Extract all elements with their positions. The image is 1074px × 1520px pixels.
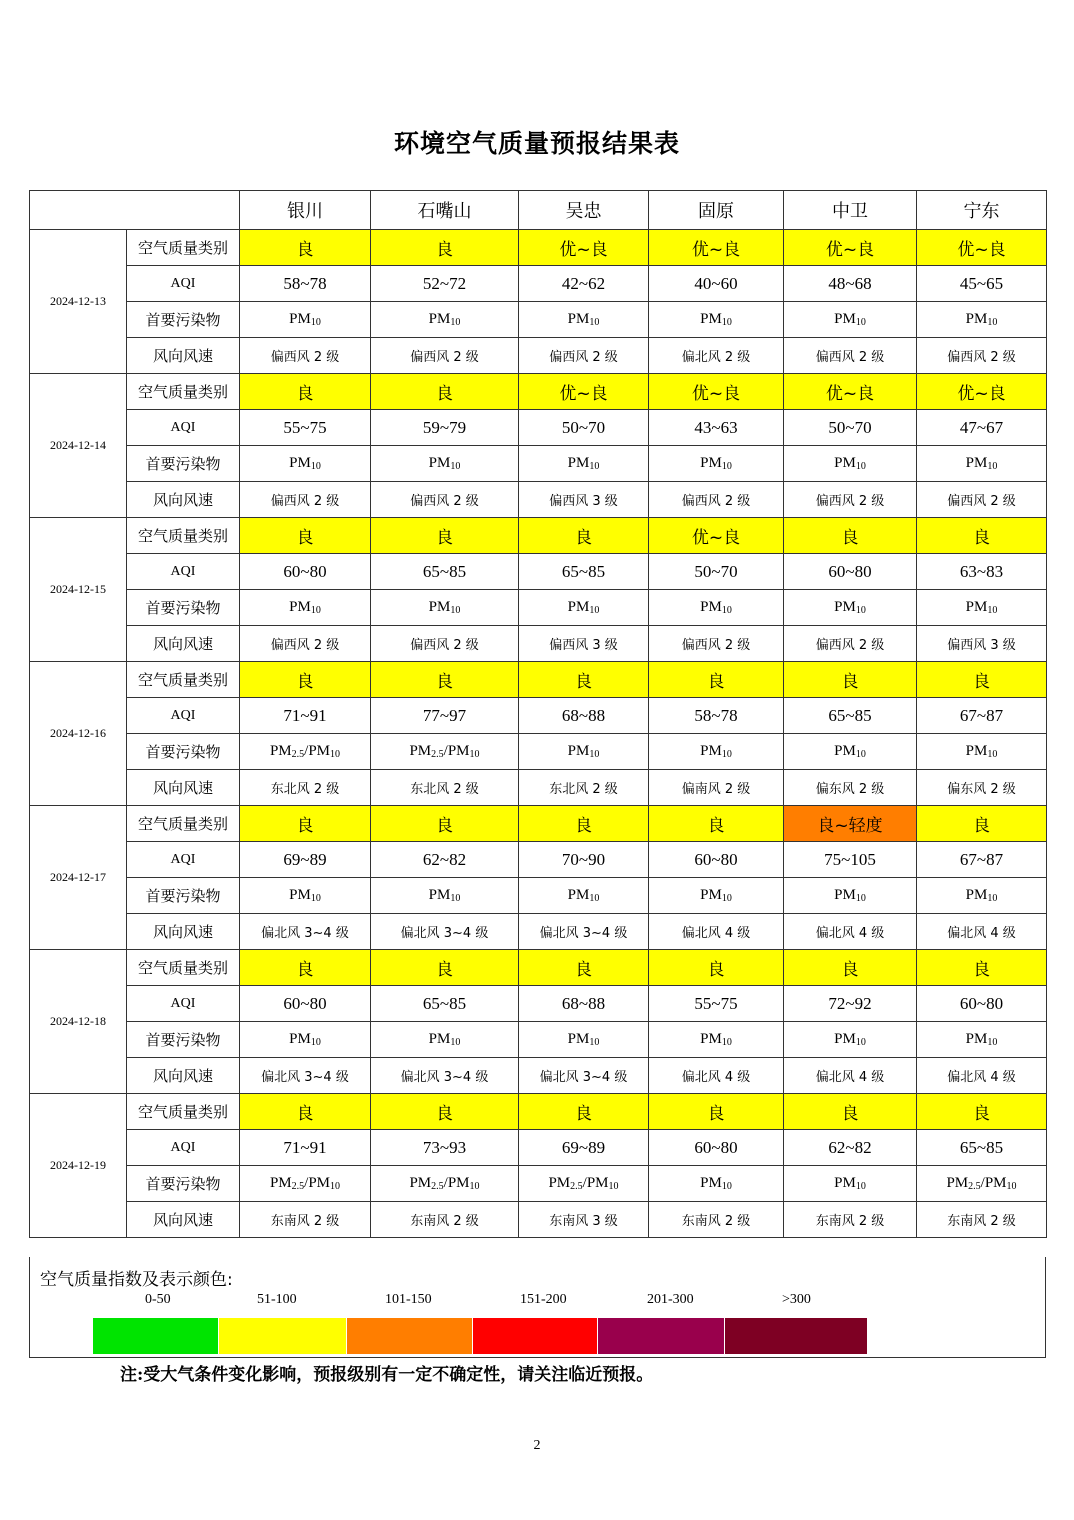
header-city: 宁东 <box>917 191 1047 230</box>
primary-pollutant-cell: $PM_{10}$ <box>519 302 649 338</box>
wind-cell: 偏南风 2 级 <box>649 770 784 806</box>
air-quality-category-cell: 良 <box>917 518 1047 554</box>
table-row <box>30 1022 1047 1058</box>
wind-cell: 东南风 2 级 <box>240 1202 371 1238</box>
row-label: 首要污染物 <box>127 1022 240 1058</box>
row-label: AQI <box>127 698 240 734</box>
table-row <box>30 590 1047 626</box>
row-label: 风向风速 <box>127 626 240 662</box>
aqi-range-cell: 71~91 <box>240 1130 371 1166</box>
primary-pollutant-cell: $PM_{10}$ <box>371 590 519 626</box>
table-row <box>30 554 1047 590</box>
primary-pollutant-cell: $PM_{10}$ <box>784 1166 917 1202</box>
table-row <box>30 338 1047 374</box>
wind-cell: 偏北风 4 级 <box>784 1058 917 1094</box>
primary-pollutant-cell: $PM_{2.5}/PM_{10}$ <box>371 734 519 770</box>
row-label: 风向风速 <box>127 1058 240 1094</box>
wind-cell: 偏西风 2 级 <box>240 338 371 374</box>
forecast-table <box>29 190 1047 1238</box>
aqi-range-cell: 60~80 <box>649 1130 784 1166</box>
header-city: 银川 <box>240 191 371 230</box>
aqi-range-cell: 60~80 <box>917 986 1047 1022</box>
row-label: AQI <box>127 554 240 590</box>
table-row <box>30 698 1047 734</box>
legend-range-label: 151-200 <box>520 1292 567 1307</box>
legend-title: 空气质量指数及表示颜色: <box>40 1270 233 1290</box>
aqi-range-cell: 40~60 <box>649 266 784 302</box>
forecast-date: 2024-12-17 <box>30 806 127 950</box>
air-quality-category-cell: 良 <box>784 518 917 554</box>
wind-cell: 偏西风 2 级 <box>240 482 371 518</box>
aqi-range-cell: 69~89 <box>240 842 371 878</box>
aqi-range-cell: 50~70 <box>519 410 649 446</box>
primary-pollutant-cell: $PM_{10}$ <box>649 302 784 338</box>
forecast-date: 2024-12-19 <box>30 1094 127 1238</box>
row-label: 空气质量类别 <box>127 230 240 266</box>
forecast-note: 注:受大气条件变化影响，预报级别有一定不确定性，请关注临近预报。 <box>120 1365 654 1385</box>
aqi-range-cell: 75~105 <box>784 842 917 878</box>
aqi-range-cell: 65~85 <box>371 554 519 590</box>
table-row <box>30 986 1047 1022</box>
air-quality-category-cell: 良 <box>240 1094 371 1130</box>
air-quality-category-cell: 优~良 <box>649 518 784 554</box>
row-label: 首要污染物 <box>127 446 240 482</box>
legend-range-label: >300 <box>782 1292 811 1307</box>
air-quality-category-cell: 良 <box>240 662 371 698</box>
wind-cell: 东南风 3 级 <box>519 1202 649 1238</box>
primary-pollutant-cell: $PM_{10}$ <box>519 1022 649 1058</box>
wind-cell: 偏北风 4 级 <box>649 1058 784 1094</box>
aqi-range-cell: 60~80 <box>240 986 371 1022</box>
primary-pollutant-cell: $PM_{10}$ <box>649 1166 784 1202</box>
wind-cell: 东北风 2 级 <box>519 770 649 806</box>
wind-cell: 偏西风 3 级 <box>519 482 649 518</box>
row-label: 空气质量类别 <box>127 950 240 986</box>
aqi-range-cell: 63~83 <box>917 554 1047 590</box>
table-row <box>30 1094 1047 1130</box>
primary-pollutant-cell: $PM_{2.5}/PM_{10}$ <box>240 1166 371 1202</box>
air-quality-category-cell: 优~良 <box>917 374 1047 410</box>
air-quality-category-cell: 良 <box>649 806 784 842</box>
primary-pollutant-cell: $PM_{2.5}/PM_{10}$ <box>371 1166 519 1202</box>
air-quality-category-cell: 良 <box>240 950 371 986</box>
table-row <box>30 806 1047 842</box>
aqi-legend <box>29 1257 1046 1358</box>
primary-pollutant-cell: $PM_{10}$ <box>240 302 371 338</box>
wind-cell: 东南风 2 级 <box>784 1202 917 1238</box>
primary-pollutant-cell: $PM_{10}$ <box>240 590 371 626</box>
wind-cell: 东北风 2 级 <box>240 770 371 806</box>
wind-cell: 偏西风 2 级 <box>784 482 917 518</box>
air-quality-category-cell: 良 <box>784 662 917 698</box>
air-quality-category-cell: 良 <box>240 230 371 266</box>
wind-cell: 偏西风 2 级 <box>917 338 1047 374</box>
primary-pollutant-cell: $PM_{10}$ <box>371 878 519 914</box>
air-quality-category-cell: 良 <box>649 662 784 698</box>
primary-pollutant-cell: $PM_{10}$ <box>519 590 649 626</box>
aqi-range-cell: 62~82 <box>784 1130 917 1166</box>
aqi-range-cell: 60~80 <box>649 842 784 878</box>
table-row <box>30 626 1047 662</box>
legend-swatch-medium <box>473 1318 597 1354</box>
wind-cell: 偏北风 3~4 级 <box>371 1058 519 1094</box>
table-row <box>30 1202 1047 1238</box>
aqi-range-cell: 65~85 <box>519 554 649 590</box>
row-label: 首要污染物 <box>127 590 240 626</box>
table-row <box>30 1058 1047 1094</box>
header-corner-cell <box>30 191 240 230</box>
row-label: 风向风速 <box>127 914 240 950</box>
aqi-range-cell: 48~68 <box>784 266 917 302</box>
row-label: 空气质量类别 <box>127 518 240 554</box>
aqi-range-cell: 65~85 <box>784 698 917 734</box>
page-title: 环境空气质量预报结果表 <box>393 129 680 158</box>
table-row <box>30 878 1047 914</box>
row-label: AQI <box>127 986 240 1022</box>
row-label: 首要污染物 <box>127 734 240 770</box>
table-row <box>30 266 1047 302</box>
air-quality-category-cell: 良 <box>240 518 371 554</box>
air-quality-category-cell: 良 <box>917 662 1047 698</box>
wind-cell: 东南风 2 级 <box>649 1202 784 1238</box>
aqi-range-cell: 59~79 <box>371 410 519 446</box>
primary-pollutant-cell: $PM_{10}$ <box>371 446 519 482</box>
table-row <box>30 950 1047 986</box>
primary-pollutant-cell: $PM_{10}$ <box>519 446 649 482</box>
air-quality-category-cell: 良 <box>371 1094 519 1130</box>
primary-pollutant-cell: $PM_{10}$ <box>784 302 917 338</box>
row-label: 风向风速 <box>127 482 240 518</box>
aqi-range-cell: 77~97 <box>371 698 519 734</box>
wind-cell: 偏北风 3~4 级 <box>240 914 371 950</box>
primary-pollutant-cell: $PM_{10}$ <box>784 1022 917 1058</box>
primary-pollutant-cell: $PM_{10}$ <box>784 734 917 770</box>
aqi-range-cell: 55~75 <box>649 986 784 1022</box>
row-label: AQI <box>127 410 240 446</box>
air-quality-category-cell: 良 <box>519 950 649 986</box>
primary-pollutant-cell: $PM_{10}$ <box>649 446 784 482</box>
row-label: 风向风速 <box>127 770 240 806</box>
aqi-range-cell: 69~89 <box>519 1130 649 1166</box>
row-label: 空气质量类别 <box>127 374 240 410</box>
primary-pollutant-cell: $PM_{10}$ <box>519 878 649 914</box>
primary-pollutant-cell: $PM_{10}$ <box>240 446 371 482</box>
legend-swatch-light <box>347 1318 472 1354</box>
wind-cell: 偏东风 2 级 <box>784 770 917 806</box>
row-label: AQI <box>127 1130 240 1166</box>
wind-cell: 偏北风 4 级 <box>649 914 784 950</box>
forecast-date: 2024-12-13 <box>30 230 127 374</box>
air-quality-category-cell: 良 <box>371 950 519 986</box>
air-quality-category-cell: 良 <box>784 950 917 986</box>
aqi-range-cell: 60~80 <box>784 554 917 590</box>
primary-pollutant-cell: $PM_{10}$ <box>784 446 917 482</box>
legend-swatch-moderate <box>219 1318 346 1354</box>
legend-range-label: 51-100 <box>257 1292 297 1307</box>
table-row <box>30 1166 1047 1202</box>
row-label: 首要污染物 <box>127 302 240 338</box>
aqi-range-cell: 52~72 <box>371 266 519 302</box>
air-quality-category-cell: 良 <box>519 662 649 698</box>
wind-cell: 偏北风 3~4 级 <box>519 1058 649 1094</box>
row-label: AQI <box>127 266 240 302</box>
row-label: 首要污染物 <box>127 1166 240 1202</box>
air-quality-category-cell: 良 <box>917 950 1047 986</box>
table-row <box>30 410 1047 446</box>
primary-pollutant-cell: $PM_{10}$ <box>371 302 519 338</box>
aqi-range-cell: 50~70 <box>784 410 917 446</box>
wind-cell: 偏西风 2 级 <box>371 626 519 662</box>
legend-swatch-heavy <box>598 1318 724 1354</box>
primary-pollutant-cell: $PM_{10}$ <box>240 1022 371 1058</box>
wind-cell: 偏东风 2 级 <box>917 770 1047 806</box>
aqi-range-cell: 70~90 <box>519 842 649 878</box>
aqi-range-cell: 47~67 <box>917 410 1047 446</box>
primary-pollutant-cell: $PM_{10}$ <box>649 878 784 914</box>
primary-pollutant-cell: $PM_{10}$ <box>917 446 1047 482</box>
air-quality-category-cell: 良 <box>649 950 784 986</box>
aqi-range-cell: 65~85 <box>917 1130 1047 1166</box>
aqi-range-cell: 42~62 <box>519 266 649 302</box>
legend-range-label: 101-150 <box>385 1292 432 1307</box>
table-row <box>30 770 1047 806</box>
aqi-range-cell: 62~82 <box>371 842 519 878</box>
wind-cell: 偏西风 2 级 <box>371 482 519 518</box>
aqi-range-cell: 50~70 <box>649 554 784 590</box>
aqi-range-cell: 65~85 <box>371 986 519 1022</box>
table-row <box>30 662 1047 698</box>
wind-cell: 偏西风 2 级 <box>917 482 1047 518</box>
air-quality-category-cell: 良 <box>371 662 519 698</box>
primary-pollutant-cell: $PM_{2.5}/PM_{10}$ <box>917 1166 1047 1202</box>
wind-cell: 偏西风 2 级 <box>649 626 784 662</box>
aqi-range-cell: 68~88 <box>519 986 649 1022</box>
air-quality-category-cell: 良~轻度 <box>784 806 917 842</box>
legend-range-label: 201-300 <box>647 1292 694 1307</box>
forecast-date: 2024-12-18 <box>30 950 127 1094</box>
wind-cell: 偏西风 2 级 <box>519 338 649 374</box>
table-row <box>30 374 1047 410</box>
primary-pollutant-cell: $PM_{10}$ <box>917 734 1047 770</box>
primary-pollutant-cell: $PM_{10}$ <box>519 734 649 770</box>
air-quality-category-cell: 优~良 <box>649 230 784 266</box>
aqi-range-cell: 55~75 <box>240 410 371 446</box>
aqi-range-cell: 68~88 <box>519 698 649 734</box>
aqi-range-cell: 67~87 <box>917 698 1047 734</box>
wind-cell: 偏北风 2 级 <box>649 338 784 374</box>
primary-pollutant-cell: $PM_{10}$ <box>917 302 1047 338</box>
table-row <box>30 1130 1047 1166</box>
primary-pollutant-cell: $PM_{10}$ <box>917 1022 1047 1058</box>
wind-cell: 东南风 2 级 <box>371 1202 519 1238</box>
primary-pollutant-cell: $PM_{10}$ <box>371 1022 519 1058</box>
aqi-range-cell: 73~93 <box>371 1130 519 1166</box>
air-quality-category-cell: 良 <box>917 1094 1047 1130</box>
aqi-range-cell: 71~91 <box>240 698 371 734</box>
air-quality-category-cell: 良 <box>371 806 519 842</box>
wind-cell: 偏北风 4 级 <box>917 1058 1047 1094</box>
row-label: 风向风速 <box>127 338 240 374</box>
wind-cell: 偏北风 3~4 级 <box>240 1058 371 1094</box>
forecast-date: 2024-12-14 <box>30 374 127 518</box>
air-quality-category-cell: 良 <box>519 518 649 554</box>
table-row <box>30 446 1047 482</box>
wind-cell: 偏西风 3 级 <box>917 626 1047 662</box>
wind-cell: 偏西风 2 级 <box>649 482 784 518</box>
wind-cell: 偏西风 2 级 <box>240 626 371 662</box>
air-quality-category-cell: 良 <box>371 374 519 410</box>
primary-pollutant-cell: $PM_{10}$ <box>917 590 1047 626</box>
header-city: 中卫 <box>784 191 917 230</box>
air-quality-category-cell: 良 <box>519 806 649 842</box>
primary-pollutant-cell: $PM_{2.5}/PM_{10}$ <box>519 1166 649 1202</box>
wind-cell: 偏北风 4 级 <box>917 914 1047 950</box>
air-quality-category-cell: 良 <box>240 374 371 410</box>
primary-pollutant-cell: $PM_{2.5}/PM_{10}$ <box>240 734 371 770</box>
row-label: 首要污染物 <box>127 878 240 914</box>
wind-cell: 东南风 2 级 <box>917 1202 1047 1238</box>
air-quality-category-cell: 良 <box>784 1094 917 1130</box>
forecast-date: 2024-12-15 <box>30 518 127 662</box>
air-quality-category-cell: 良 <box>917 806 1047 842</box>
page-number: 2 <box>533 1438 541 1453</box>
wind-cell: 偏西风 2 级 <box>784 626 917 662</box>
forecast-table-body <box>30 191 1047 1238</box>
aqi-range-cell: 58~78 <box>240 266 371 302</box>
legend-swatch-good <box>93 1318 218 1354</box>
air-quality-category-cell: 优~良 <box>649 374 784 410</box>
air-quality-category-cell: 优~良 <box>784 230 917 266</box>
wind-cell: 偏西风 2 级 <box>784 338 917 374</box>
table-row <box>30 914 1047 950</box>
row-label: 风向风速 <box>127 1202 240 1238</box>
header-city: 石嘴山 <box>371 191 519 230</box>
air-quality-category-cell: 良 <box>649 1094 784 1130</box>
legend-swatch-severe <box>725 1318 867 1354</box>
row-label: 空气质量类别 <box>127 662 240 698</box>
aqi-range-cell: 43~63 <box>649 410 784 446</box>
primary-pollutant-cell: $PM_{10}$ <box>649 734 784 770</box>
wind-cell: 偏北风 3~4 级 <box>371 914 519 950</box>
primary-pollutant-cell: $PM_{10}$ <box>649 590 784 626</box>
wind-cell: 偏西风 2 级 <box>371 338 519 374</box>
wind-cell: 偏西风 3 级 <box>519 626 649 662</box>
air-quality-category-cell: 良 <box>371 230 519 266</box>
table-row <box>30 518 1047 554</box>
air-quality-category-cell: 优~良 <box>519 230 649 266</box>
primary-pollutant-cell: $PM_{10}$ <box>917 878 1047 914</box>
row-label: 空气质量类别 <box>127 806 240 842</box>
primary-pollutant-cell: $PM_{10}$ <box>784 878 917 914</box>
air-quality-category-cell: 优~良 <box>519 374 649 410</box>
primary-pollutant-cell: $PM_{10}$ <box>649 1022 784 1058</box>
table-row <box>30 482 1047 518</box>
aqi-range-cell: 72~92 <box>784 986 917 1022</box>
air-quality-category-cell: 优~良 <box>784 374 917 410</box>
header-city: 吴忠 <box>519 191 649 230</box>
wind-cell: 偏北风 4 级 <box>784 914 917 950</box>
legend-range-label: 0-50 <box>145 1292 171 1307</box>
header-row <box>30 191 1047 230</box>
wind-cell: 偏北风 3~4 级 <box>519 914 649 950</box>
row-label: 空气质量类别 <box>127 1094 240 1130</box>
header-city: 固原 <box>649 191 784 230</box>
air-quality-category-cell: 良 <box>240 806 371 842</box>
aqi-range-cell: 45~65 <box>917 266 1047 302</box>
table-row <box>30 842 1047 878</box>
wind-cell: 东北风 2 级 <box>371 770 519 806</box>
table-row <box>30 302 1047 338</box>
primary-pollutant-cell: $PM_{10}$ <box>784 590 917 626</box>
air-quality-category-cell: 良 <box>519 1094 649 1130</box>
table-row <box>30 230 1047 266</box>
aqi-range-cell: 58~78 <box>649 698 784 734</box>
row-label: AQI <box>127 842 240 878</box>
air-quality-category-cell: 优~良 <box>917 230 1047 266</box>
air-quality-category-cell: 良 <box>371 518 519 554</box>
forecast-date: 2024-12-16 <box>30 662 127 806</box>
table-row <box>30 734 1047 770</box>
aqi-range-cell: 67~87 <box>917 842 1047 878</box>
primary-pollutant-cell: $PM_{10}$ <box>240 878 371 914</box>
aqi-range-cell: 60~80 <box>240 554 371 590</box>
